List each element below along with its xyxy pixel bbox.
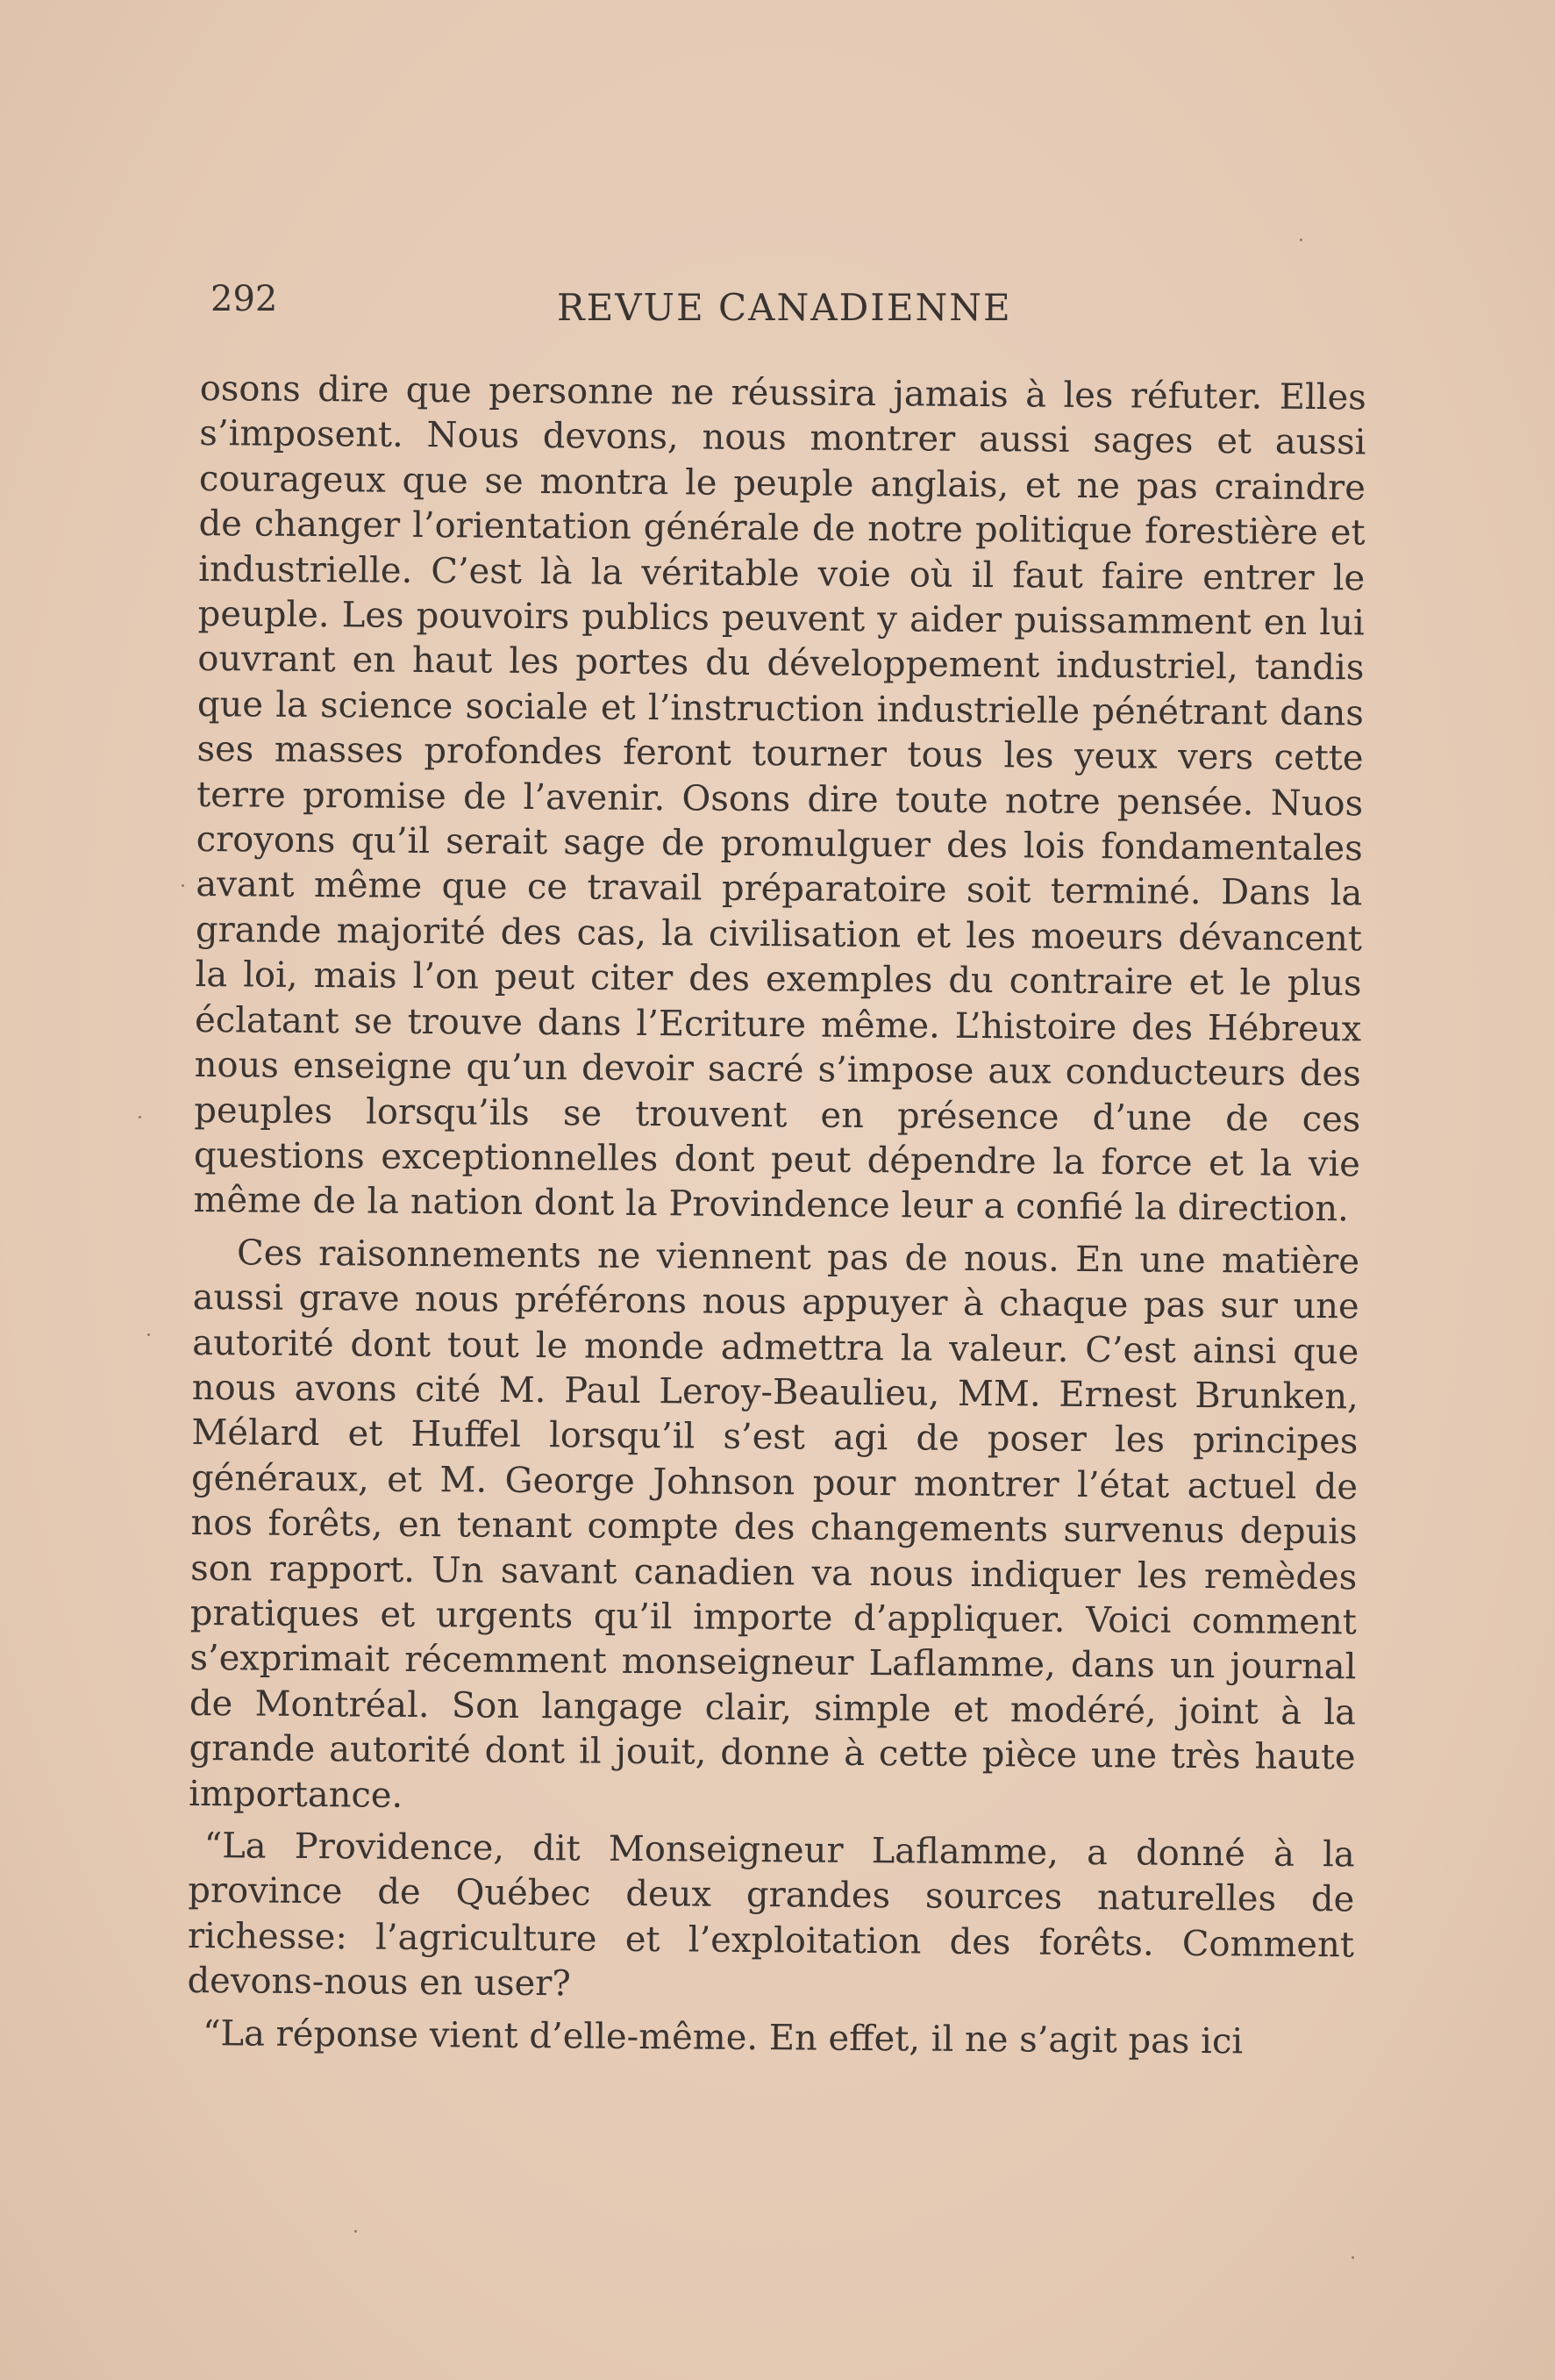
paper-speck — [354, 2230, 357, 2233]
body-text — [187, 367, 1366, 2065]
paper-speck — [182, 884, 184, 887]
page-number: 292 — [210, 279, 278, 319]
quote-paragraph-1: “La Providence, dit Monseigneur Laflamme, a donné à la province de Québec deux grandes sources naturelles de richesse: l’agriculture et l’exploitation des forêts. Comment devons-nous en user? — [187, 1826, 1355, 2005]
quote-paragraph-2: “La réponse vient d’elle-même. En effet, il ne s’agit pas ici — [202, 2012, 1244, 2062]
paper-speck — [147, 1333, 150, 1336]
running-title: REVUE CANADIENNE — [557, 286, 1012, 329]
paragraph-1: osons dire que personne ne réussira jamais à les réfuter. Elles s’imposent. Nous devons, nous montrer aussi sages et aussi courageux que se montra le peuple anglais, et ne pas craindre de changer l’orientation générale de notre politique forestière et industrielle. C’est là la véritable voie où il faut faire entrer le peuple. Les pouvoirs publics peuvent y aider puissamment en lui ouvrant en haut les portes du développement industriel, tandis que la science sociale et l’instruction industrielle pénétrant dans ses masses profondes feront tourner tous les yeux vers cette terre promise de l’avenir. Osons dire toute notre pensée. Nuos croyons qu’il serait sage de promulguer des lois fondamentales avant même que ce travail préparatoire soit terminé. Dans la grande majorité des cas, la civilisation et les moeurs dévancent la loi, mais l’on peut citer des exemples du contraire et le plus éclatant se trouve dans l’Ecriture même. L’histoire des Hébreux nous enseigne qu’un devoir sacré s’impose aux conducteurs des peuples lorsqu’ils se trouvent en présence d’une de ces questions exceptionnelles dont peut dépendre la force et la vie même de la nation dont la Provindence leur a confié la direction. — [193, 368, 1366, 1230]
paper-speck — [1352, 2256, 1354, 2259]
paper-speck — [139, 1116, 141, 1119]
paper-speck — [1300, 239, 1302, 241]
page-header — [210, 279, 1368, 332]
paragraph-2: Ces raisonnements ne viennent pas de nous. En une matière aussi grave nous préférons nous appuyer à chaque pas sur une autorité dont tout le monde admettra la valeur. C’est ainsi que nous avons cité M. Paul Leroy-Beaulieu, MM. Ernest Brunken, Mélard et Huffel lorsqu’il s’est agi de poser les principes généraux, et M. George Johnson pour montrer l’état actuel de nos forêts, en tenant compte des changements survenus depuis son rapport. Un savant canadien va nous indiquer les remèdes pratiques et urgents qu’il importe d’appliquer. Voici comment s’exprimait récemment monseigneur Laflamme, dans un journal de Montréal. Son langage clair, simple et modéré, joint à la grande autorité dont il jouit, donne à cette pièce une très haute importance. — [189, 1233, 1360, 1816]
